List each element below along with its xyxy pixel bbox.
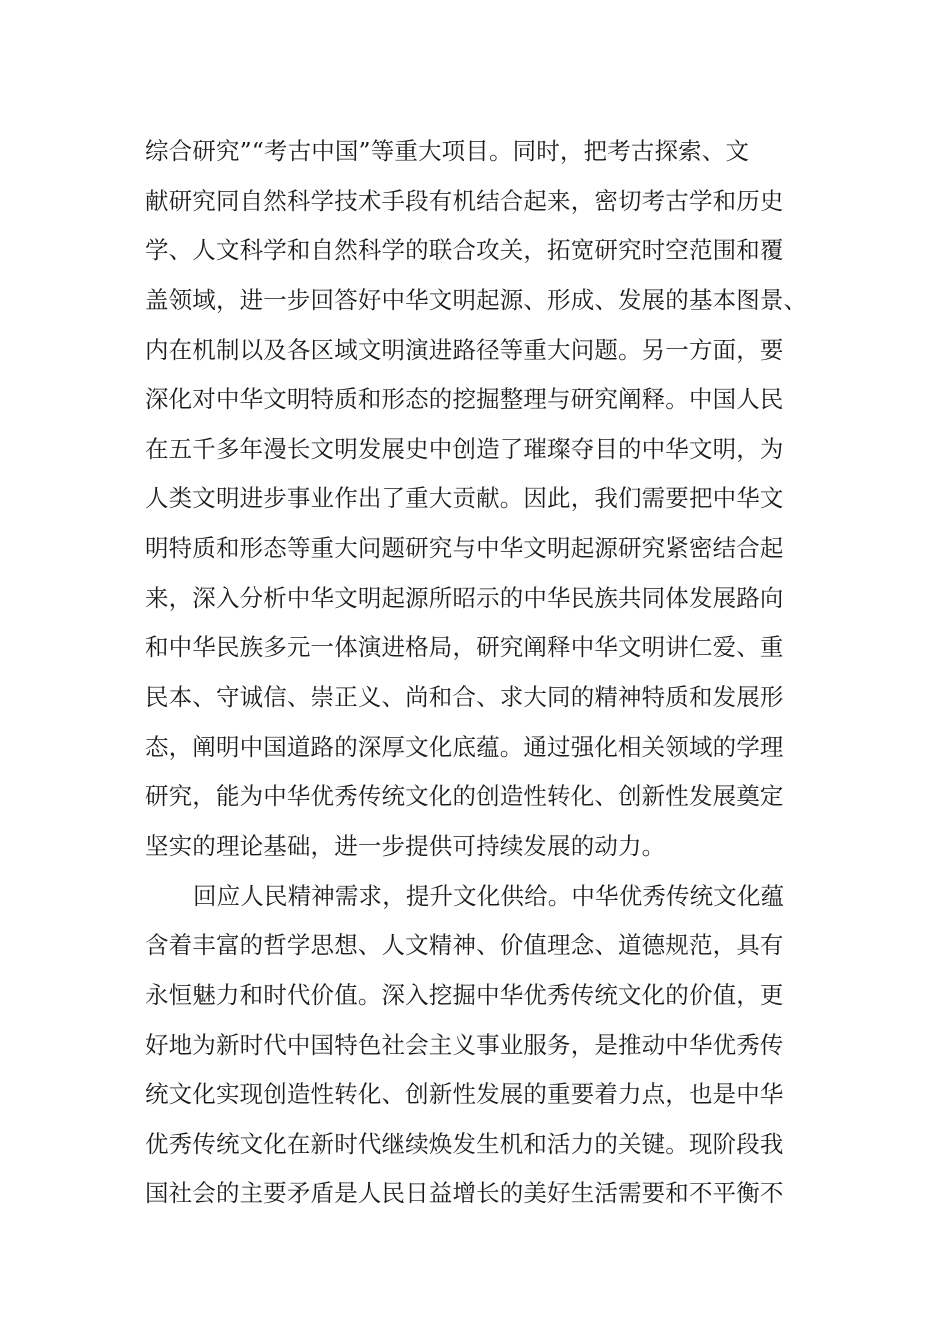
text-line: 和中华民族多元一体演进格局，研究阐释中华文明讲仁爱、重 — [145, 633, 784, 662]
text-line: 永恒魅力和时代价值。深入挖掘中华优秀传统文化的价值，更 — [145, 980, 784, 1009]
text-line: 态，阐明中国道路的深厚文化底蕴。通过强化相关领域的学理 — [145, 732, 784, 761]
text-line: 献研究同自然科学技术手段有机结合起来，密切考古学和历史 — [145, 186, 784, 215]
body-text — [145, 127, 845, 1219]
text-line: 含着丰富的哲学思想、人文精神、价值理念、道德规范，具有 — [145, 931, 784, 960]
text-line: 统文化实现创造性转化、创新性发展的重要着力点，也是中华 — [145, 1080, 784, 1109]
text-line: 国社会的主要矛盾是人民日益增长的美好生活需要和不平衡不 — [145, 1179, 784, 1208]
text-line: 明特质和形态等重大问题研究与中华文明起源研究紧密结合起 — [145, 534, 784, 563]
paragraph-start-line: 回应人民精神需求，提升文化供给。中华优秀传统文化蕴 — [193, 881, 785, 910]
text-line: 盖领域，进一步回答好中华文明起源、形成、发展的基本图景、 — [145, 285, 808, 314]
text-line: 在五千多年漫长文明发展史中创造了璀璨夺目的中华文明，为 — [145, 434, 784, 463]
text-line: 好地为新时代中国特色社会主义事业服务，是推动中华优秀传 — [145, 1030, 784, 1059]
text-line: 坚实的理论基础，进一步提供可持续发展的动力。 — [145, 831, 666, 860]
text-line: 学、人文科学和自然科学的联合攻关，拓宽研究时空范围和覆 — [145, 236, 784, 265]
text-line: 内在机制以及各区域文明演进路径等重大问题。另一方面，要 — [145, 335, 784, 364]
text-line: 研究，能为中华优秀传统文化的创造性转化、创新性发展奠定 — [145, 782, 784, 811]
text-line: 民本、守诚信、崇正义、尚和合、求大同的精神特质和发展形 — [145, 683, 784, 712]
text-line: 优秀传统文化在新时代继续焕发生机和活力的关键。现阶段我 — [145, 1129, 784, 1158]
text-line: 来，深入分析中华文明起源所昭示的中华民族共同体发展路向 — [145, 583, 784, 612]
text-line: 综合研究”“考古中国”等重大项目。同时，把考古探索、文 — [145, 137, 750, 165]
text-line: 深化对中华文明特质和形态的挖掘整理与研究阐释。中国人民 — [145, 385, 784, 414]
text-line: 人类文明进步事业作出了重大贡献。因此，我们需要把中华文 — [145, 484, 784, 513]
